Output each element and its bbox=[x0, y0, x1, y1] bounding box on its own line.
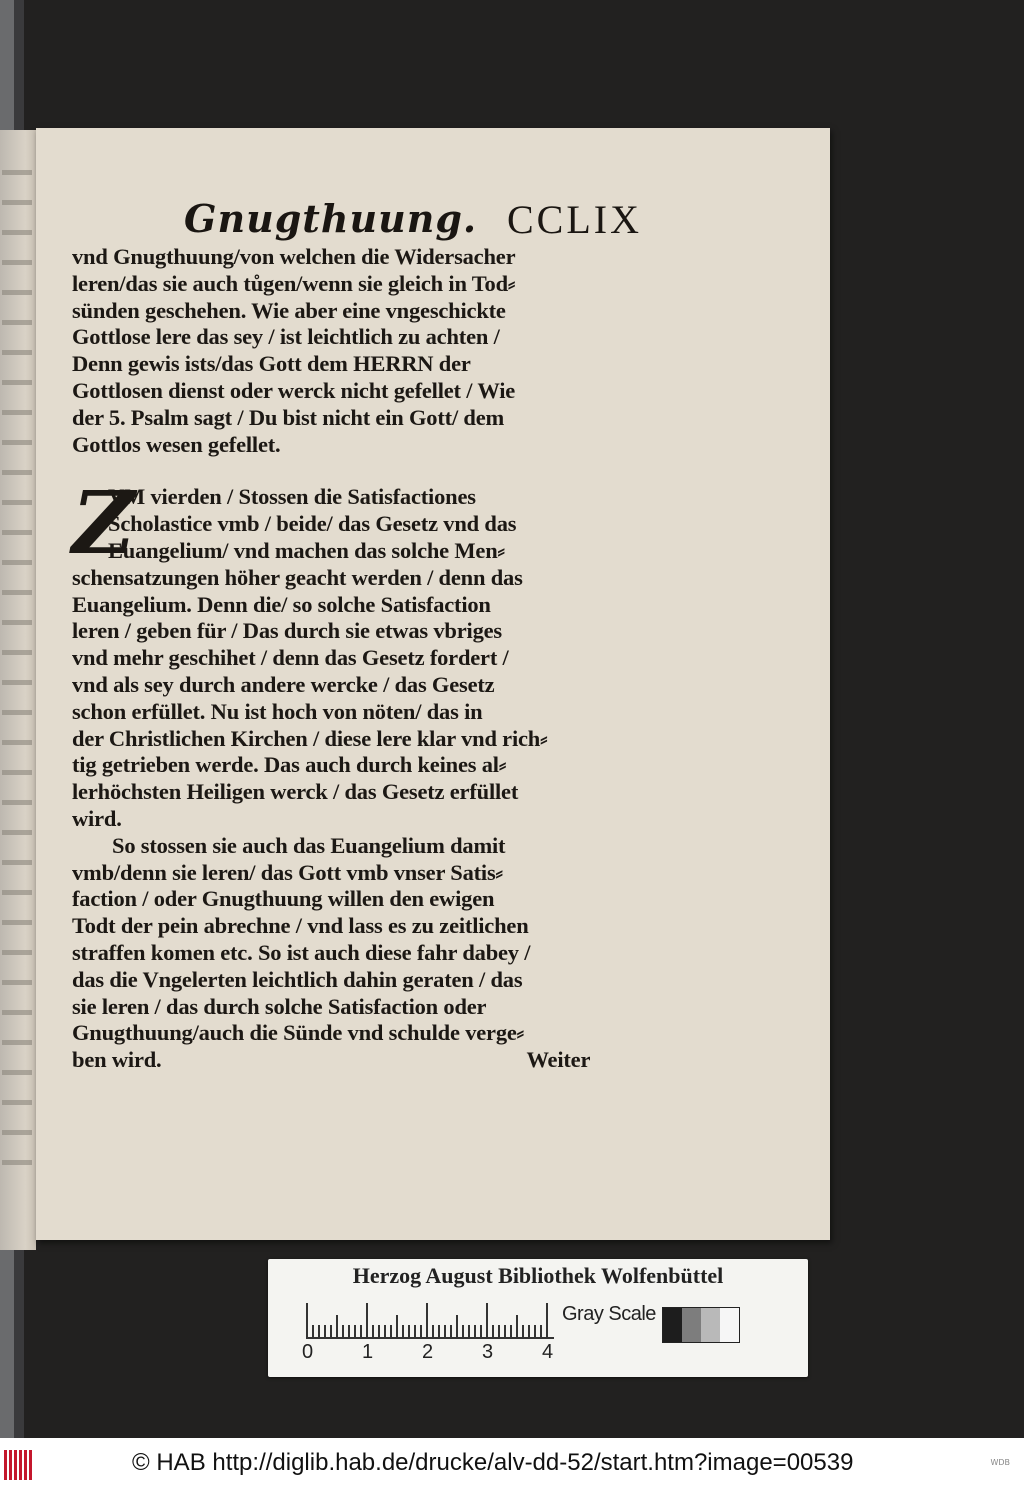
facing-text-ghost bbox=[2, 680, 32, 685]
ruler-number: 3 bbox=[482, 1341, 494, 1363]
ruler-tick bbox=[450, 1325, 452, 1339]
facing-text-ghost bbox=[2, 1070, 32, 1075]
facing-text-ghost bbox=[2, 620, 32, 625]
text-line: Gnugthuung/auch die Sünde vnd schulde verge⸗ bbox=[72, 1020, 524, 1046]
text-line: Euangelium/ vnd machen das solche Men⸗ bbox=[108, 537, 505, 563]
facing-text-ghost bbox=[2, 290, 32, 295]
paragraph-2 bbox=[72, 473, 652, 832]
ruler-tick bbox=[504, 1325, 506, 1339]
facing-text-ghost bbox=[2, 1010, 32, 1015]
text-line-end: ben wird. bbox=[72, 1047, 162, 1073]
footer-bar bbox=[0, 1438, 1024, 1491]
text-line: vnd als sey durch andere wercke / das Gesetz bbox=[72, 671, 495, 697]
ruler-number: 2 bbox=[422, 1341, 434, 1363]
ruler-tick bbox=[540, 1325, 542, 1339]
facing-text-ghost bbox=[2, 710, 32, 715]
gray-scale-patches bbox=[662, 1307, 740, 1343]
ruler-tick bbox=[438, 1325, 440, 1339]
facing-text-ghost bbox=[2, 830, 32, 835]
facing-text-ghost bbox=[2, 260, 32, 265]
facing-text-ghost bbox=[2, 530, 32, 535]
ruler-tick bbox=[378, 1325, 380, 1339]
folio-number: CCLIX bbox=[507, 197, 642, 242]
ruler-tick bbox=[354, 1325, 356, 1339]
ruler-tick bbox=[522, 1325, 524, 1339]
facing-text-ghost bbox=[2, 320, 32, 325]
wdb-mark: WDB bbox=[990, 1458, 1010, 1467]
text-line: leren/das sie auch tůgen/wenn sie gleich in Tod⸗ bbox=[72, 270, 516, 296]
ruler-tick bbox=[336, 1315, 338, 1339]
ruler-tick bbox=[432, 1325, 434, 1339]
drop-initial: Z bbox=[72, 473, 135, 575]
logo-bar bbox=[24, 1450, 27, 1480]
text-line: VM vierden / Stossen die Satisfactiones bbox=[108, 484, 476, 510]
text-line: Gottlose lere das sey / ist leichtlich zu achten / bbox=[72, 324, 500, 350]
text-line: der 5. Psalm sagt / Du bist nicht ein Gott/ dem bbox=[72, 404, 505, 430]
ruler-tick bbox=[528, 1325, 530, 1339]
last-line bbox=[72, 1047, 652, 1074]
text-line: wird. bbox=[72, 805, 122, 831]
gray-patch bbox=[682, 1308, 701, 1342]
text-line: straffen komen etc. So ist auch diese fahr dabey / bbox=[72, 939, 531, 965]
ruler-tick bbox=[516, 1315, 518, 1339]
ruler-tick bbox=[534, 1325, 536, 1339]
facing-page-edge bbox=[0, 130, 36, 1250]
facing-text-ghost bbox=[2, 230, 32, 235]
ruler-tick bbox=[306, 1303, 308, 1339]
logo-bar bbox=[14, 1450, 17, 1480]
facing-text-ghost bbox=[2, 410, 32, 415]
text-line: vnd mehr geschihet / denn das Gesetz fordert / bbox=[72, 645, 509, 671]
facing-text-ghost bbox=[2, 380, 32, 385]
ruler-tick bbox=[360, 1325, 362, 1339]
ruler-tick bbox=[480, 1325, 482, 1339]
ruler-tick bbox=[546, 1303, 548, 1339]
ruler-tick bbox=[348, 1325, 350, 1339]
ruler-tick bbox=[372, 1325, 374, 1339]
text-line: der Christlichen Kirchen / diese lere klar vnd rich⸗ bbox=[72, 725, 548, 751]
copyright-link[interactable]: © HAB http://diglib.hab.de/drucke/alv-dd-52/start.htm?image=00539 bbox=[132, 1449, 854, 1476]
ruler-tick bbox=[318, 1325, 320, 1339]
facing-text-ghost bbox=[2, 770, 32, 775]
ruler-tick bbox=[426, 1303, 428, 1339]
facing-text-ghost bbox=[2, 740, 32, 745]
ruler-tick bbox=[486, 1303, 488, 1339]
paragraph-1 bbox=[72, 244, 652, 458]
ruler-number: 1 bbox=[362, 1341, 374, 1363]
facing-text-ghost bbox=[2, 350, 32, 355]
ruler-tick bbox=[390, 1325, 392, 1339]
text-line: tig getrieben werde. Das auch durch keines al⸗ bbox=[72, 752, 507, 778]
text-line: Gottlosen dienst oder werck nicht gefellet / Wie bbox=[72, 377, 516, 403]
centimeter-ruler bbox=[306, 1301, 556, 1339]
paragraph-gap bbox=[72, 458, 652, 484]
facing-text-ghost bbox=[2, 560, 32, 565]
text-line: sie leren / das durch solche Satisfaction oder bbox=[72, 993, 487, 1019]
facing-text-ghost bbox=[2, 920, 32, 925]
facing-text-ghost bbox=[2, 980, 32, 985]
facing-text-ghost bbox=[2, 500, 32, 505]
facing-text-ghost bbox=[2, 890, 32, 895]
text-line: vnd Gnugthuung/von welchen die Widersacher bbox=[72, 244, 516, 269]
facing-text-ghost bbox=[2, 1160, 32, 1165]
color-target-card bbox=[268, 1259, 808, 1377]
ruler-tick bbox=[492, 1325, 494, 1339]
facing-text-ghost bbox=[2, 860, 32, 865]
ruler-tick bbox=[462, 1325, 464, 1339]
text-line: leren / geben für / Das durch sie etwas vbriges bbox=[72, 618, 502, 644]
catchword: Weiter bbox=[526, 1047, 591, 1073]
facing-text-ghost bbox=[2, 590, 32, 595]
text-line: das die Vngelerten leichtlich dahin geraten / das bbox=[72, 966, 523, 992]
page-text-block bbox=[72, 194, 652, 1074]
gray-scale-label: Gray Scale bbox=[562, 1303, 656, 1325]
facing-text-ghost bbox=[2, 440, 32, 445]
text-line: vmb/denn sie leren/ das Gott vmb vnser Satis⸗ bbox=[72, 859, 503, 885]
logo-bar bbox=[19, 1450, 22, 1480]
text-line: Euangelium. Denn die/ so solche Satisfaction bbox=[72, 591, 491, 617]
ruler-tick bbox=[474, 1325, 476, 1339]
ruler-tick bbox=[510, 1325, 512, 1339]
text-line: Todt der pein abrechne / vnd lass es zu zeitlichen bbox=[72, 913, 529, 939]
ruler-tick bbox=[468, 1325, 470, 1339]
gray-patch bbox=[663, 1308, 682, 1342]
ruler-tick bbox=[402, 1325, 404, 1339]
ruler-number: 0 bbox=[302, 1341, 314, 1363]
ruler-tick bbox=[342, 1325, 344, 1339]
logo-bar bbox=[4, 1450, 7, 1480]
running-head: Gnugthuung. bbox=[184, 196, 478, 241]
hab-logo-icon bbox=[4, 1450, 36, 1480]
text-line: Scholastice vmb / beide/ das Gesetz vnd das bbox=[108, 511, 517, 537]
text-line: faction / oder Gnugthuung willen den ewigen bbox=[72, 886, 495, 912]
ruler-tick bbox=[366, 1303, 368, 1339]
facing-text-ghost bbox=[2, 950, 32, 955]
facing-text-ghost bbox=[2, 1130, 32, 1135]
logo-bar bbox=[29, 1450, 32, 1480]
ruler-tick bbox=[408, 1325, 410, 1339]
page-header bbox=[72, 194, 652, 244]
facing-text-ghost bbox=[2, 200, 32, 205]
library-name: Herzog August Bibliothek Wolfenbüttel bbox=[352, 1263, 724, 1288]
ruler-tick bbox=[396, 1315, 398, 1339]
ruler-number: 4 bbox=[542, 1341, 554, 1363]
ruler-numbers bbox=[302, 1341, 562, 1365]
ruler-tick bbox=[498, 1325, 500, 1339]
text-line: schensatzungen höher geacht werden / denn das bbox=[72, 564, 523, 590]
ruler-tick bbox=[384, 1325, 386, 1339]
text-line: Denn gewis ists/das Gott dem HERRN der bbox=[72, 351, 471, 377]
text-line: schon erfüllet. Nu ist hoch von nöten/ das in bbox=[72, 698, 483, 724]
text-line: lerhöchsten Heiligen werck / das Gesetz erfüllet bbox=[72, 779, 519, 805]
ruler-tick bbox=[444, 1325, 446, 1339]
ruler-tick bbox=[414, 1325, 416, 1339]
gray-patch bbox=[701, 1308, 720, 1342]
facing-text-ghost bbox=[2, 650, 32, 655]
ruler-tick bbox=[324, 1325, 326, 1339]
paragraph-3 bbox=[72, 833, 652, 1074]
ruler-tick bbox=[330, 1325, 332, 1339]
ruler-tick bbox=[312, 1325, 314, 1339]
book-page bbox=[36, 128, 830, 1240]
text-line: Gottlos wesen gefellet. bbox=[72, 431, 281, 457]
facing-text-ghost bbox=[2, 170, 32, 175]
text-line: sünden geschehen. Wie aber eine vngeschickte bbox=[72, 297, 506, 323]
facing-text-ghost bbox=[2, 800, 32, 805]
facing-text-ghost bbox=[2, 1040, 32, 1045]
ruler-tick bbox=[456, 1315, 458, 1339]
facing-text-ghost bbox=[2, 470, 32, 475]
gray-patch bbox=[720, 1308, 739, 1342]
facing-text-ghost bbox=[2, 1100, 32, 1105]
logo-bar bbox=[9, 1450, 12, 1480]
ruler-tick bbox=[420, 1325, 422, 1339]
text-line: So stossen sie auch das Euangelium damit bbox=[112, 832, 506, 858]
